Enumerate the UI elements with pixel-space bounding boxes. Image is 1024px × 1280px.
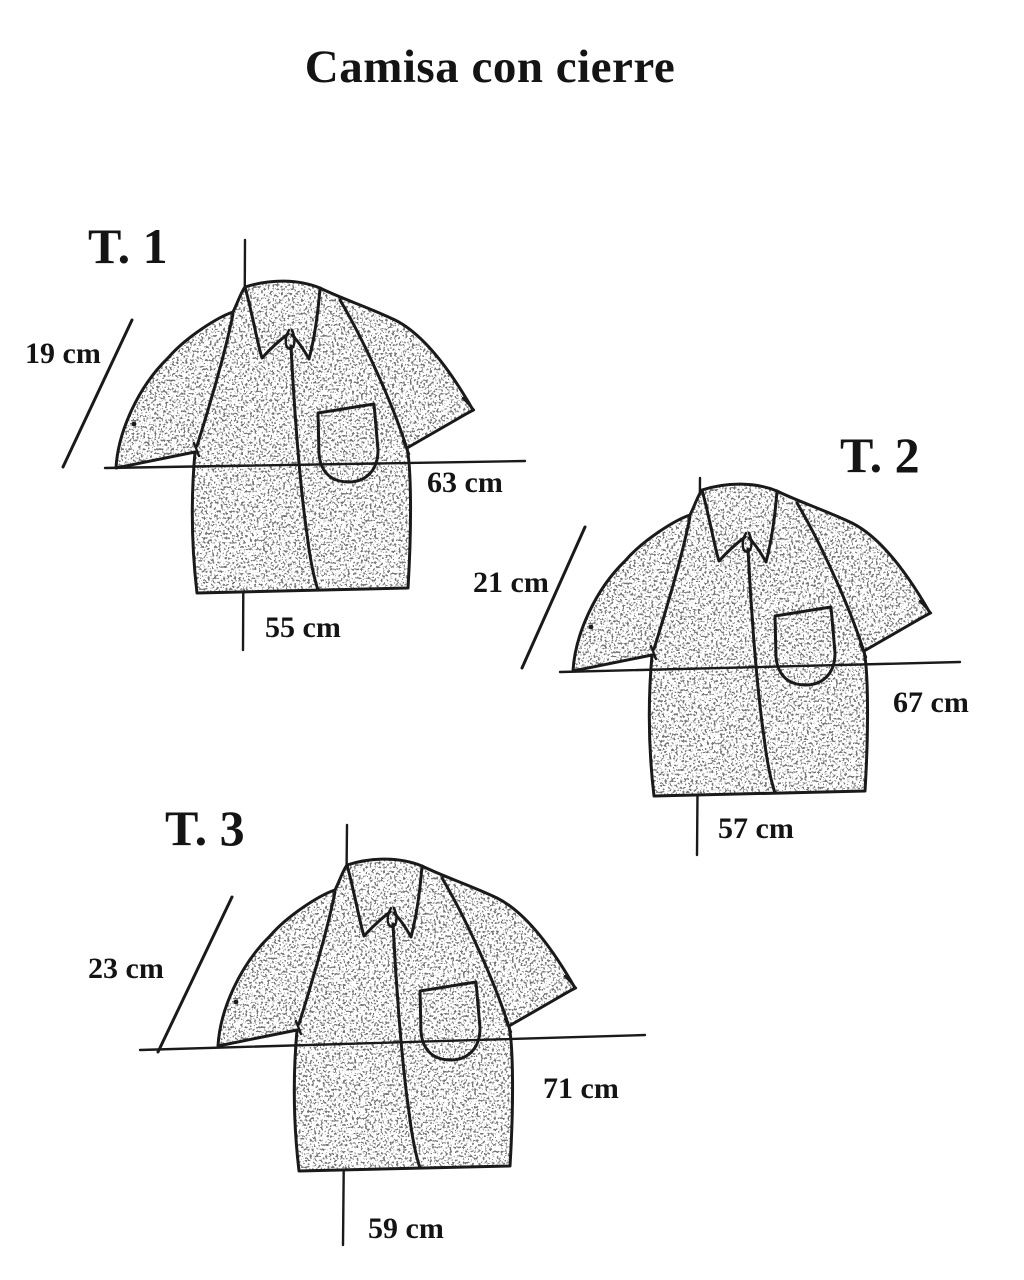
hem-width-value: 59 cm xyxy=(368,1212,444,1245)
shirt-drawing-t1 xyxy=(116,281,474,593)
sleeve-length-value: 23 cm xyxy=(88,952,164,985)
shirt-drawing-t2 xyxy=(573,484,931,796)
chest-width-value: 71 cm xyxy=(543,1072,619,1105)
size-label: T. 2 xyxy=(840,427,920,483)
figure-size-3 xyxy=(70,780,670,1280)
page-title: Camisa con cierre xyxy=(304,41,676,93)
size-label: T. 1 xyxy=(88,218,168,274)
hem-width-value: 57 cm xyxy=(718,812,794,845)
chest-width-value: 67 cm xyxy=(893,686,969,719)
size-label: T. 3 xyxy=(165,800,245,856)
hem-width-value: 55 cm xyxy=(265,611,341,644)
sleeve-length-value: 21 cm xyxy=(473,566,549,599)
shirt-drawing-t3 xyxy=(218,859,576,1171)
chest-width-value: 63 cm xyxy=(427,466,503,499)
sleeve-length-value: 19 cm xyxy=(25,337,101,370)
